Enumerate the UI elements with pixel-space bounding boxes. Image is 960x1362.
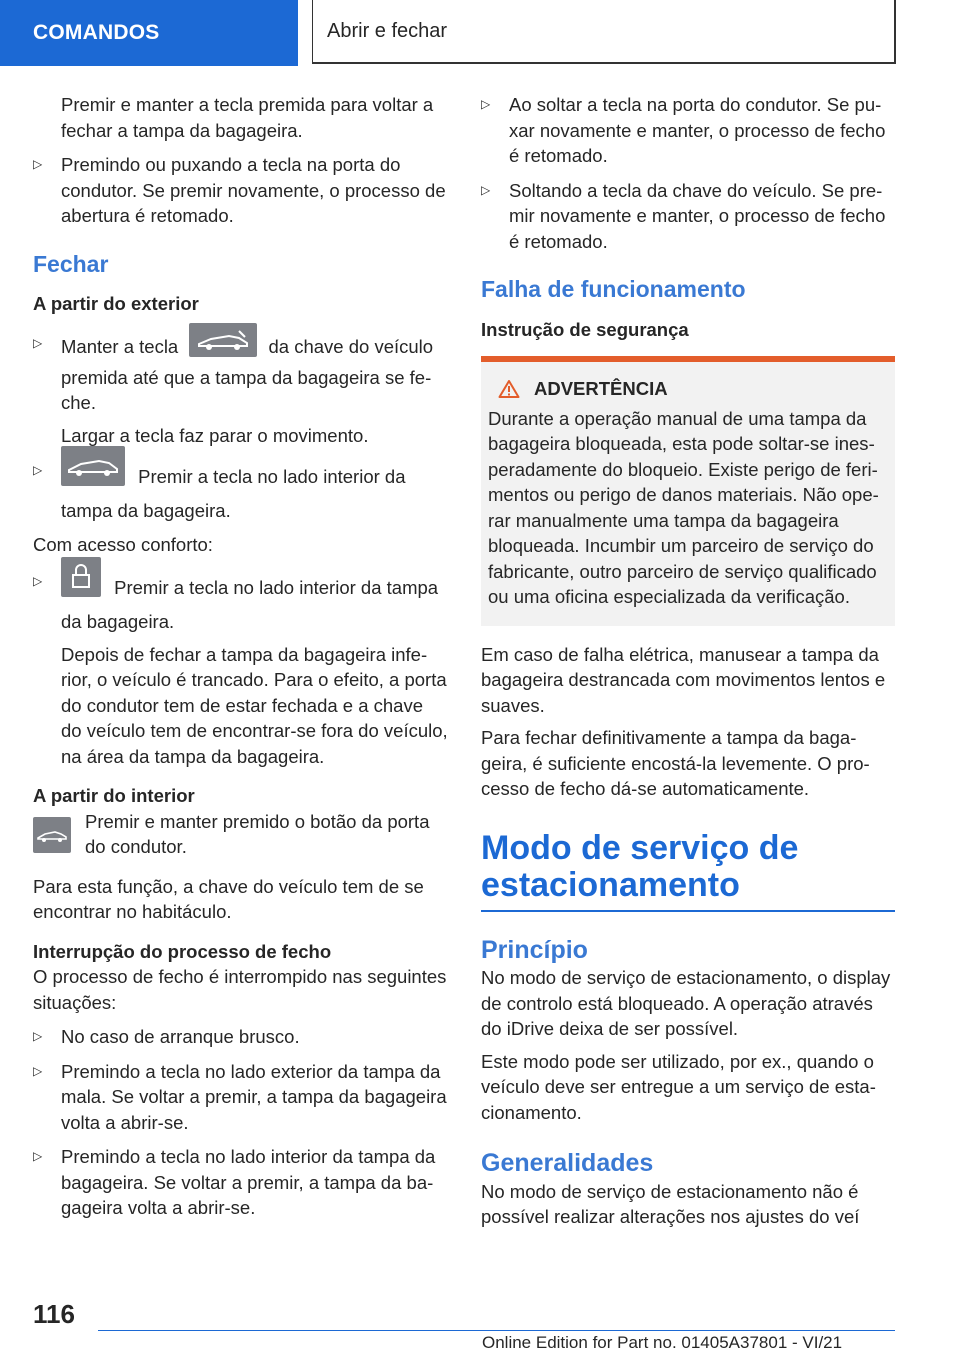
section-title-service: Modo de serviço de estacionamento	[481, 830, 895, 912]
list-item-text: No caso de arranque brusco.	[61, 1026, 300, 1047]
list-item	[33, 458, 448, 524]
footer-edition: Online Edition for Part no. 01405A37801 - VI/21	[482, 1333, 843, 1352]
driver-tailgate-button-icon	[33, 817, 71, 853]
subheading-seguranca: Instrução de segurança	[481, 318, 689, 340]
tailgate-button-icon	[61, 446, 125, 486]
lock-button-icon	[61, 557, 101, 597]
subheading-interrupt: Interrupção do processo de fecho	[33, 940, 332, 962]
heading-falha: Falha de funcionamento	[481, 276, 746, 302]
paragraph: Em caso de falha elétrica, manusear a tampa da bagageira destrancada com movimentos lentos e suaves.	[481, 643, 886, 716]
paragraph: Para fechar definitivamente a tampa da bagageira, é suficiente encostá-la levemente. O processo de fecho dá-se automaticamente.	[481, 727, 870, 799]
list-item-text: Premir a tecla no lado interior da tampa da bagageira.	[61, 576, 439, 632]
list-item	[33, 152, 448, 229]
paragraph: No modo de serviço de estacionamento não é possível realizar alterações nos ajustes do veí	[481, 1180, 860, 1227]
heading-fechar: Fechar	[33, 250, 109, 277]
list-item-text: Premindo a tecla no lado interior da tampa da bagageira. Se voltar a premir, a tampa da bagageira volta a abrir-se.	[61, 1146, 436, 1218]
list-item	[33, 1024, 448, 1050]
page-header	[312, 0, 896, 64]
page-header-title: Abrir e fechar	[327, 19, 448, 42]
paragraph: Depois de fechar a tampa da bagageira inferior, o veículo é trancado. Para o efeito, a porta do condutor tem de estar fechada e a chave do veículo tem de encontrar-se fora do veículo, na área da tampa da bagageira.	[61, 643, 448, 767]
subheading-interior: A partir do interior	[33, 785, 195, 806]
list-item	[33, 331, 448, 416]
paragraph: Largar a tecla faz parar o movimento.	[61, 424, 369, 446]
tailgate-key-icon	[189, 323, 257, 357]
list-item	[33, 569, 448, 635]
warning-text: Durante a operação manual de uma tampa da bagageira bloqueada, esta pode soltar-se inesperadamente do bloqueio. Existe perigo de ferimentos ou perigo de danos materiais. Não operar manualmente uma tampa da bagageira bloqueada. Incumbir um parceiro de serviço do fabricante, outro parceiro de serviço qualificado ou uma oficina especializada da verificação.	[488, 407, 879, 607]
list-item-text: Premir a tecla no lado interior da tampa da bagageira.	[61, 465, 406, 521]
bullet-triangle-icon: ▷	[33, 157, 43, 171]
paragraph: Premir e manter premido o botão da porta do condutor.	[85, 810, 430, 857]
heading-generalidades: Generalidades	[481, 1149, 654, 1177]
section-label: COMANDOS	[33, 21, 160, 44]
list-item-text: Premindo ou puxando a tecla na porta do condutor. Se premir novamente, o processo de abertura é retomado.	[61, 154, 446, 226]
heading-principio: Princípio	[481, 935, 588, 964]
list-item	[481, 92, 895, 169]
list-item-text: da chave do veículo premida até que a tampa da bagageira se feche.	[61, 335, 434, 413]
paragraph: Este modo pode ser utilizado, por ex., quando o veículo deve ser entregue a um serviço de estacionamento.	[481, 1050, 876, 1123]
paragraph: Premir e manter a tecla premida para voltar a fechar a tampa da bagageira.	[61, 94, 434, 141]
list-item	[33, 1059, 448, 1136]
bullet-triangle-icon: ▷	[33, 463, 43, 477]
interior-instruction	[33, 809, 448, 860]
list-item-text: Premindo a tecla no lado exterior da tampa da mala. Se voltar a premir, a tampa da bagageira volta a abrir-se.	[61, 1060, 447, 1133]
warning-header	[488, 376, 887, 402]
paragraph: Com acesso conforto:	[33, 533, 213, 555]
footer-divider	[98, 1330, 895, 1331]
bullet-triangle-icon: ▷	[481, 97, 491, 111]
section-tab	[0, 0, 298, 66]
subheading-exterior: A partir do exterior	[33, 293, 199, 314]
left-column	[33, 92, 448, 1221]
right-column	[481, 92, 895, 1230]
warning-box	[481, 356, 895, 626]
warning-triangle-icon	[498, 379, 520, 399]
page-number: 116	[33, 1299, 75, 1329]
list-item	[33, 1144, 448, 1221]
bullet-triangle-icon: ▷	[33, 574, 43, 588]
bullet-triangle-icon: ▷	[33, 1149, 43, 1163]
list-item-text: Ao soltar a tecla na porta do condutor. Se puxar novamente e manter, o processo de fecho é retomado.	[509, 94, 886, 166]
bullet-triangle-icon: ▷	[33, 335, 43, 350]
warning-title: ADVERTÊNCIA	[534, 378, 668, 399]
bullet-triangle-icon: ▷	[481, 182, 491, 197]
paragraph: O processo de fecho é interrompido nas seguintes situações:	[33, 966, 447, 1013]
list-item	[481, 178, 895, 255]
paragraph: No modo de serviço de estacionamento, o display de controlo está bloqueado. A operação através do iDrive deixa de ser possível.	[481, 967, 891, 1039]
bullet-triangle-icon: ▷	[33, 1029, 43, 1043]
list-item-text: Manter a tecla	[61, 335, 179, 357]
list-item-text: Soltando a tecla da chave do veículo. Se premir novamente e manter, o processo de fecho é retomado.	[509, 179, 886, 252]
bullet-triangle-icon: ▷	[33, 1063, 43, 1078]
paragraph: Para esta função, a chave do veículo tem de se encontrar no habitáculo.	[33, 875, 424, 922]
